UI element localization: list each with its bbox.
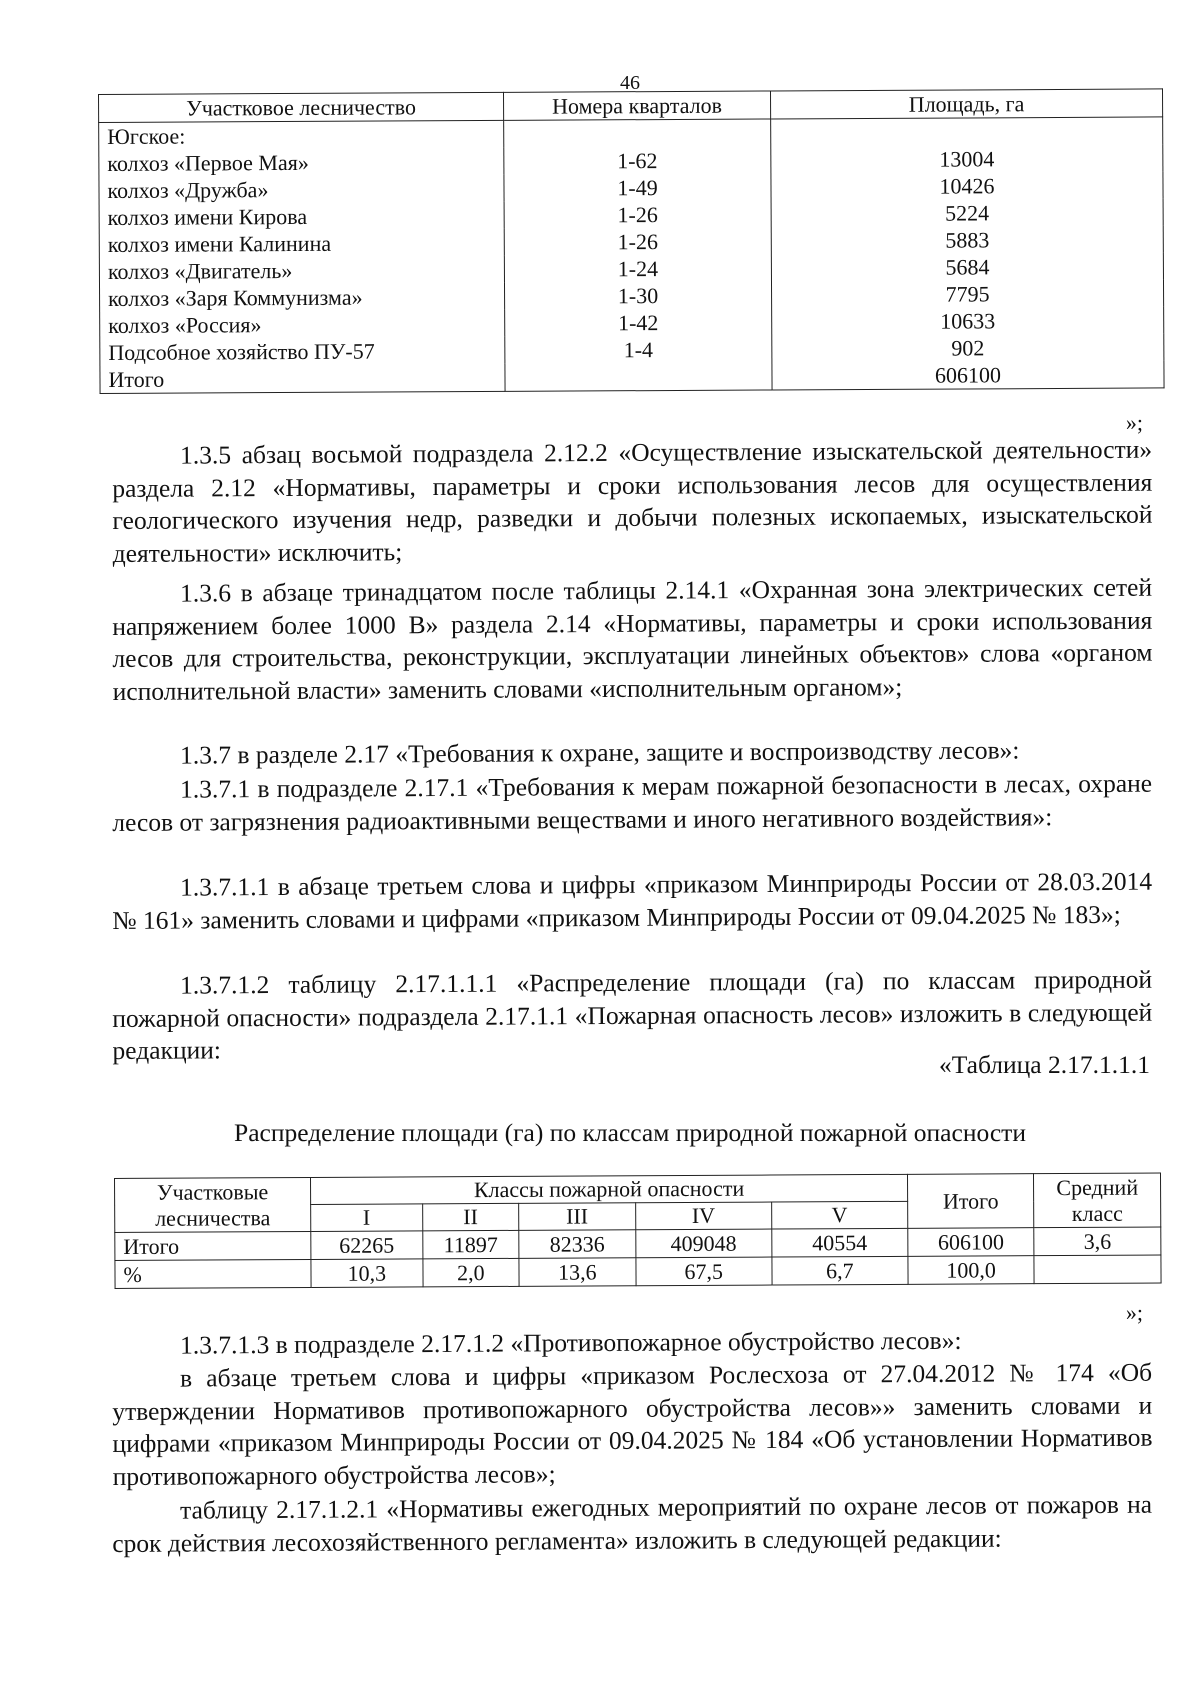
cell-area: 10426 [771, 171, 1163, 200]
cell-average [1034, 1255, 1161, 1284]
paragraph-third-abzac: в абзаце третьем слова и цифры «приказом Рослесхоза от 27.04.2012 № 174 «Об утверждении Нормативов противопожарного обустройства лесов»» заменить словами и цифрами «приказом Минприроды России от 09.04.2025 № 184 «Об установлении Нормативов противопожарного обустройства лесов»; [112, 1357, 1153, 1491]
table-header-row [115, 1173, 1161, 1205]
cell-area [771, 117, 1163, 147]
header-class-2: II [422, 1203, 519, 1231]
fire-danger-classes-table [114, 1173, 1162, 1289]
cell-quarters: 1-24 [504, 254, 771, 282]
header-class-1: I [311, 1204, 423, 1232]
cell-value: 82336 [519, 1230, 636, 1259]
header-class-4: IV [635, 1202, 771, 1230]
header-quarters: Номера кварталов [503, 91, 770, 120]
header-average-class: Средний класс [1034, 1173, 1161, 1228]
cell-forestry: колхоз имени Калинина [99, 229, 504, 258]
cell-forestry: колхоз «Первое Мая» [99, 148, 504, 177]
header-classes: Классы пожарной опасности [311, 1174, 908, 1204]
cell-total: 606100 [908, 1228, 1035, 1257]
page-number: 46 [620, 72, 640, 94]
table1-closing-quote: »; [1125, 410, 1143, 435]
table-row [115, 1255, 1161, 1288]
cell-quarters [504, 119, 771, 148]
cell-quarters: 1-4 [505, 335, 772, 363]
cell-forestry: колхоз имени Кирова [99, 202, 504, 231]
row-label: Итого [115, 1231, 311, 1260]
header-class-3: III [519, 1203, 636, 1231]
header-forestries: Участковые лесничества [115, 1177, 311, 1232]
cell-total: 100,0 [908, 1256, 1035, 1285]
cell-area: 606100 [772, 360, 1164, 390]
cell-forestry: Итого [100, 364, 505, 394]
cell-quarters: 1-30 [504, 281, 771, 309]
cell-value: 62265 [311, 1231, 423, 1260]
header-forestry: Участковое лесничество [99, 92, 504, 122]
table-label: «Таблица 2.17.1.1.1 [938, 1050, 1150, 1079]
header-class-5: V [771, 1201, 907, 1229]
cell-quarters [505, 362, 772, 391]
paragraph-1-3-7-1: 1.3.7.1 в подразделе 2.17.1 «Требования к мерам пожарной безопасности в лесах, охране лесов от загрязнения радиоактивными веществами и иного негативного воздействия»: [112, 768, 1153, 837]
cell-forestry: колхоз «Двигатель» [99, 256, 504, 285]
table-caption: Распределение площади (га) по классам природной пожарной опасности [234, 1118, 1026, 1147]
paragraph-1-3-5: 1.3.5 абзац восьмой подраздела 2.12.2 «Осуществление изыскательской деятельности» раздела 2.12 «Нормативы, параметры и сроки использования лесов для осуществления геологического изучения недр, разведки и добычи полезных ископаемых, изыскательской деятельности» исключить; [112, 434, 1153, 568]
paragraph-1-3-7-1-2: 1.3.7.1.2 таблицу 2.17.1.1.1 «Распределение площади (га) по классам природной пожарной опасности» подраздела 2.17.1.1 «Пожарная опасность лесов» изложить в следующей редакции: [112, 964, 1153, 1065]
header-area: Площадь, га [770, 89, 1162, 119]
cell-value: 6,7 [772, 1256, 908, 1285]
cell-area: 10633 [772, 306, 1164, 335]
paragraph-table-2-17-1-2-1: таблицу 2.17.1.2.1 «Нормативы ежегодных мероприятий по охране лесов от пожаров на срок действия лесохозяйственного регламента» изложить в следующей редакции: [112, 1489, 1153, 1558]
cell-value: 11897 [422, 1230, 519, 1259]
cell-forestry: Подсобное хозяйство ПУ-57 [100, 337, 505, 366]
cell-quarters: 1-26 [504, 200, 771, 228]
cell-area: 5684 [771, 252, 1163, 281]
cell-area: 5224 [771, 198, 1163, 227]
cell-value: 409048 [635, 1229, 771, 1258]
cell-forestry: колхоз «Россия» [100, 310, 505, 339]
cell-forestry: колхоз «Заря Коммунизма» [100, 283, 505, 312]
header-total: Итого [907, 1174, 1034, 1229]
cell-quarters: 1-62 [504, 146, 771, 174]
cell-quarters: 1-26 [504, 227, 771, 255]
paragraph-1-3-6: 1.3.6 в абзаце тринадцатом после таблицы 2.14.1 «Охранная зона электрических сетей напряжением более 1000 В» раздела 2.14 «Нормативы, параметры и сроки использования лесов для строительства, реконструкции, эксплуатации линейных объектов» слова «органом исполнительной власти» заменить словами «исполнительным органом»; [112, 572, 1153, 706]
cell-area: 13004 [771, 144, 1163, 173]
cell-forestry: колхоз «Дружба» [99, 175, 504, 204]
table2-closing-quote: »; [1125, 1300, 1143, 1325]
cell-value: 10,3 [311, 1259, 423, 1288]
cell-value: 13,6 [519, 1258, 636, 1287]
cell-value: 67,5 [636, 1257, 772, 1286]
table-total-row [100, 360, 1164, 393]
row-label: % [115, 1259, 311, 1288]
cell-average: 3,6 [1034, 1227, 1161, 1256]
cell-quarters: 1-42 [505, 308, 772, 336]
forestry-quarters-table [98, 88, 1165, 394]
cell-value: 2,0 [422, 1258, 519, 1287]
paragraph-1-3-7-1-1: 1.3.7.1.1 в абзаце третьем слова и цифры «приказом Минприроды России от 28.03.2014 № 161» заменить словами и цифрами «приказом Минприроды России от 09.04.2025 № 183»; [112, 866, 1153, 935]
cell-forestry: Югское: [99, 120, 504, 150]
cell-value: 40554 [772, 1228, 908, 1257]
cell-area: 5883 [771, 225, 1163, 254]
paragraph-1-3-7-1-3: 1.3.7.1.3 в подразделе 2.17.1.2 «Противопожарное обустройство лесов»: [180, 1325, 962, 1360]
cell-quarters: 1-49 [504, 173, 771, 201]
cell-area: 7795 [771, 279, 1163, 308]
cell-area: 902 [772, 333, 1164, 362]
paragraph-1-3-7: 1.3.7 в разделе 2.17 «Требования к охране, защите и воспроизводству лесов»: [180, 735, 1020, 770]
